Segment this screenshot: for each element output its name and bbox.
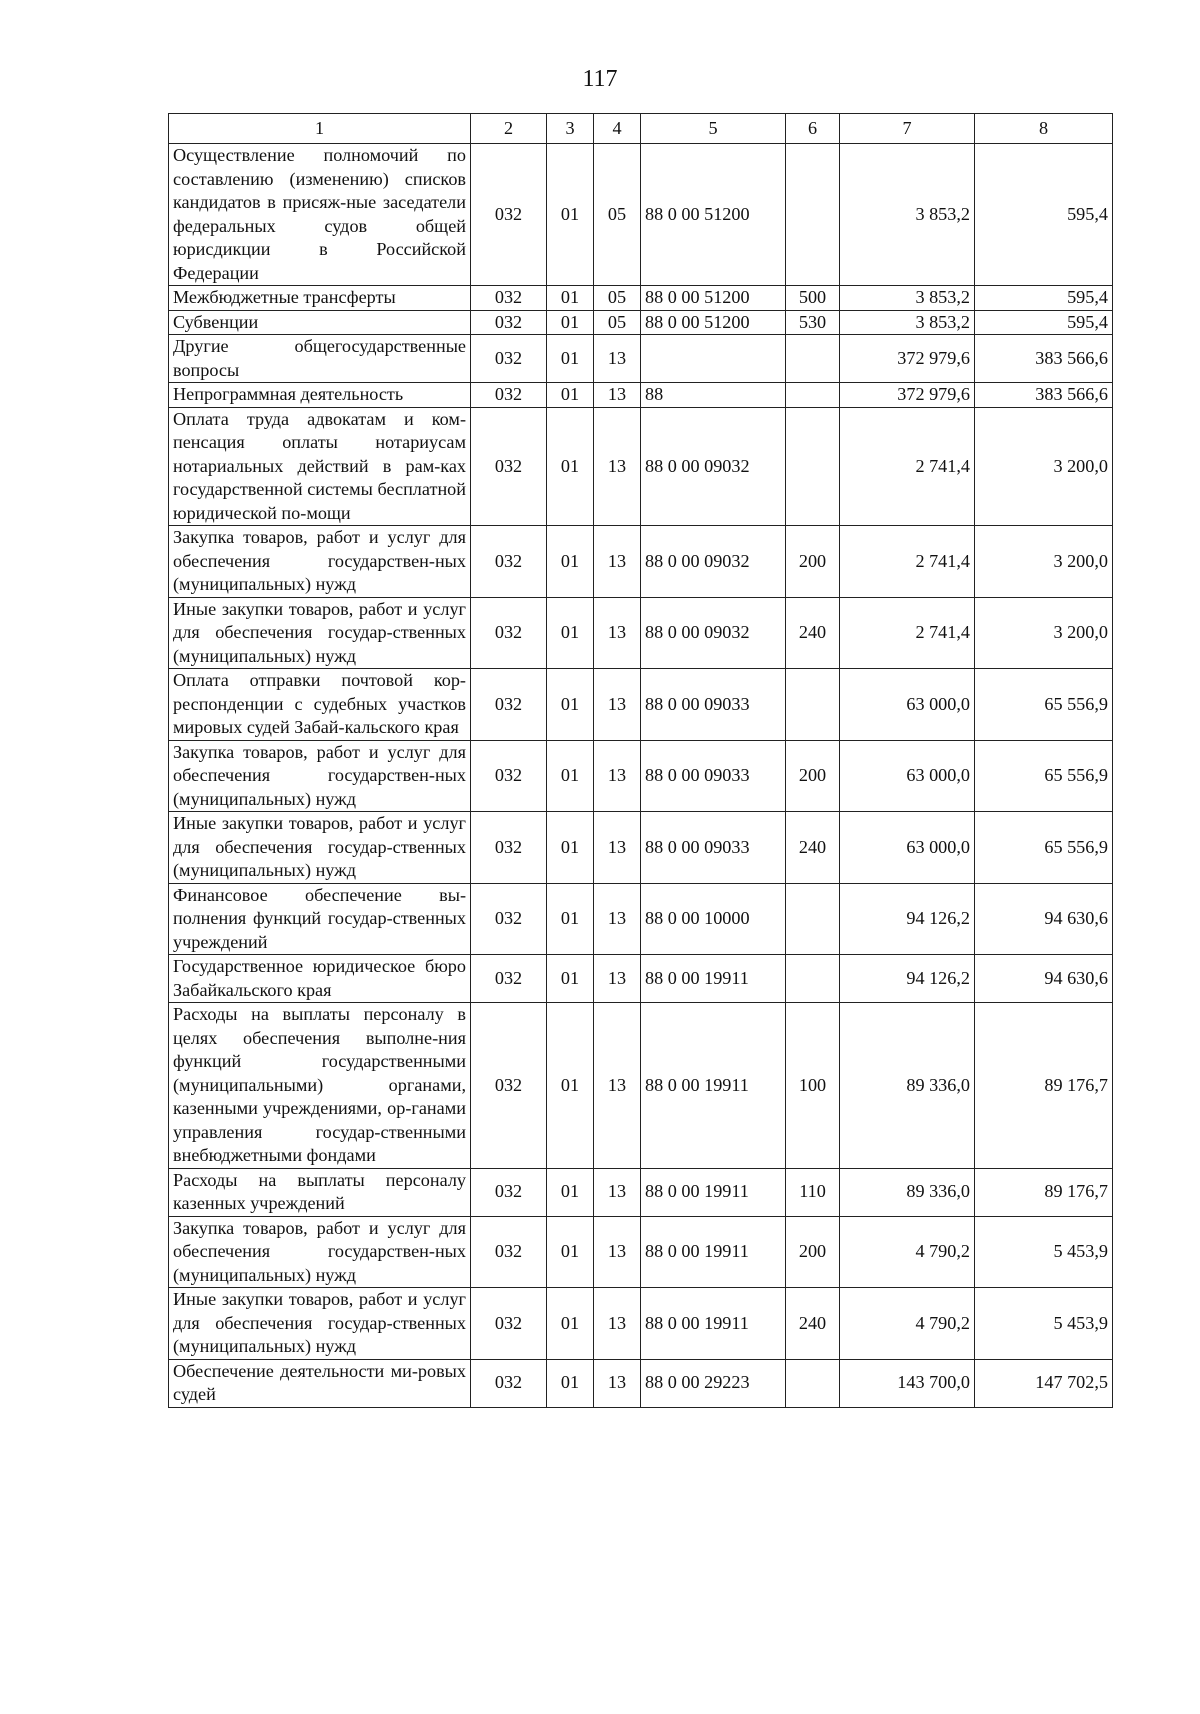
row-amount-year-2: 5 453,9 (975, 1288, 1113, 1360)
row-section-code: 01 (547, 144, 594, 286)
row-amount-year-2: 94 630,6 (975, 955, 1113, 1003)
row-expense-type-code (786, 383, 840, 408)
row-ministry-code: 032 (471, 955, 547, 1003)
row-amount-year-1: 3 853,2 (840, 144, 975, 286)
row-ministry-code: 032 (471, 1003, 547, 1169)
row-expense-type-code: 500 (786, 286, 840, 311)
row-section-code: 01 (547, 383, 594, 408)
row-section-code: 01 (547, 1168, 594, 1216)
row-ministry-code: 032 (471, 144, 547, 286)
table-row (169, 1359, 1113, 1407)
row-subsection-code: 13 (594, 526, 641, 598)
row-name: Иные закупки товаров, работ и услуг для обеспечения государ-ственных (муниципальных) нужд (169, 1288, 471, 1360)
column-header: 5 (641, 114, 786, 144)
row-name: Иные закупки товаров, работ и услуг для обеспечения государ-ственных (муниципальных) нужд (169, 597, 471, 669)
row-name: Оплата труда адвокатам и ком-пенсация оплаты нотариусам нотариальных действий в рам-ках государственной системы бесплатной юридической по-мощи (169, 407, 471, 526)
table-row (169, 1003, 1113, 1169)
row-target-article-code: 88 0 00 51200 (641, 286, 786, 311)
row-section-code: 01 (547, 883, 594, 955)
row-ministry-code: 032 (471, 883, 547, 955)
row-section-code: 01 (547, 597, 594, 669)
row-subsection-code: 13 (594, 1216, 641, 1288)
table-row (169, 335, 1113, 383)
row-amount-year-2: 5 453,9 (975, 1216, 1113, 1288)
table-row (169, 1168, 1113, 1216)
column-header: 1 (169, 114, 471, 144)
row-expense-type-code: 200 (786, 526, 840, 598)
row-target-article-code: 88 0 00 09032 (641, 526, 786, 598)
row-amount-year-1: 143 700,0 (840, 1359, 975, 1407)
table-row (169, 383, 1113, 408)
row-section-code: 01 (547, 1216, 594, 1288)
column-header: 4 (594, 114, 641, 144)
row-ministry-code: 032 (471, 740, 547, 812)
row-target-article-code: 88 0 00 09032 (641, 407, 786, 526)
row-ministry-code: 032 (471, 669, 547, 741)
row-section-code: 01 (547, 1359, 594, 1407)
column-header: 6 (786, 114, 840, 144)
table-header-row (169, 114, 1113, 144)
column-header: 3 (547, 114, 594, 144)
row-subsection-code: 13 (594, 597, 641, 669)
row-expense-type-code (786, 883, 840, 955)
row-target-article-code: 88 0 00 09033 (641, 812, 786, 884)
table-row (169, 286, 1113, 311)
row-subsection-code: 13 (594, 1003, 641, 1169)
row-amount-year-1: 63 000,0 (840, 812, 975, 884)
column-header: 8 (975, 114, 1113, 144)
row-amount-year-2: 65 556,9 (975, 669, 1113, 741)
row-subsection-code: 05 (594, 310, 641, 335)
row-expense-type-code (786, 144, 840, 286)
row-amount-year-1: 2 741,4 (840, 526, 975, 598)
row-amount-year-2: 3 200,0 (975, 407, 1113, 526)
row-name: Непрограммная деятельность (169, 383, 471, 408)
row-subsection-code: 13 (594, 883, 641, 955)
row-name: Обеспечение деятельности ми-ровых судей (169, 1359, 471, 1407)
row-name: Финансовое обеспечение вы-полнения функций государ-ственных учреждений (169, 883, 471, 955)
row-name: Оплата отправки почтовой кор-респонденции с судебных участков мировых судей Забай-кальского края (169, 669, 471, 741)
row-name: Закупка товаров, работ и услуг для обеспечения государствен-ных (муниципальных) нужд (169, 526, 471, 598)
row-expense-type-code: 240 (786, 1288, 840, 1360)
table-row (169, 1216, 1113, 1288)
row-target-article-code: 88 0 00 09033 (641, 740, 786, 812)
row-expense-type-code: 530 (786, 310, 840, 335)
row-ministry-code: 032 (471, 335, 547, 383)
row-amount-year-2: 65 556,9 (975, 812, 1113, 884)
row-amount-year-1: 94 126,2 (840, 955, 975, 1003)
row-section-code: 01 (547, 812, 594, 884)
row-subsection-code: 13 (594, 1288, 641, 1360)
table-row (169, 812, 1113, 884)
row-subsection-code: 13 (594, 335, 641, 383)
row-subsection-code: 13 (594, 812, 641, 884)
row-expense-type-code: 240 (786, 597, 840, 669)
row-subsection-code: 05 (594, 286, 641, 311)
row-amount-year-2: 94 630,6 (975, 883, 1113, 955)
row-target-article-code: 88 0 00 09032 (641, 597, 786, 669)
table-row (169, 669, 1113, 741)
row-amount-year-1: 3 853,2 (840, 286, 975, 311)
column-header: 2 (471, 114, 547, 144)
row-expense-type-code (786, 955, 840, 1003)
row-section-code: 01 (547, 955, 594, 1003)
row-subsection-code: 05 (594, 144, 641, 286)
table-row (169, 144, 1113, 286)
row-amount-year-1: 89 336,0 (840, 1003, 975, 1169)
row-section-code: 01 (547, 1288, 594, 1360)
table-row (169, 883, 1113, 955)
row-expense-type-code (786, 1359, 840, 1407)
row-target-article-code: 88 (641, 383, 786, 408)
row-name: Расходы на выплаты персоналу в целях обеспечения выполне-ния функций государственными (муниципальными) органами, казенными учреждениями, ор-ганами управления государ-ственными внебюджетными фондами (169, 1003, 471, 1169)
row-target-article-code: 88 0 00 51200 (641, 310, 786, 335)
page-number: 117 (582, 66, 618, 92)
row-section-code: 01 (547, 1003, 594, 1169)
row-amount-year-1: 4 790,2 (840, 1216, 975, 1288)
row-amount-year-2: 383 566,6 (975, 383, 1113, 408)
row-subsection-code: 13 (594, 407, 641, 526)
row-target-article-code (641, 335, 786, 383)
row-amount-year-1: 3 853,2 (840, 310, 975, 335)
row-amount-year-2: 89 176,7 (975, 1168, 1113, 1216)
row-section-code: 01 (547, 407, 594, 526)
row-ministry-code: 032 (471, 597, 547, 669)
row-amount-year-2: 595,4 (975, 144, 1113, 286)
row-target-article-code: 88 0 00 10000 (641, 883, 786, 955)
row-subsection-code: 13 (594, 955, 641, 1003)
row-section-code: 01 (547, 310, 594, 335)
row-amount-year-1: 372 979,6 (840, 335, 975, 383)
row-expense-type-code: 200 (786, 1216, 840, 1288)
row-amount-year-2: 3 200,0 (975, 526, 1113, 598)
row-target-article-code: 88 0 00 19911 (641, 1168, 786, 1216)
row-expense-type-code (786, 669, 840, 741)
row-ministry-code: 032 (471, 310, 547, 335)
row-ministry-code: 032 (471, 526, 547, 598)
row-expense-type-code (786, 407, 840, 526)
row-target-article-code: 88 0 00 19911 (641, 1216, 786, 1288)
row-section-code: 01 (547, 669, 594, 741)
table-row (169, 955, 1113, 1003)
row-target-article-code: 88 0 00 19911 (641, 1288, 786, 1360)
row-subsection-code: 13 (594, 383, 641, 408)
row-expense-type-code: 100 (786, 1003, 840, 1169)
row-section-code: 01 (547, 286, 594, 311)
row-name: Другие общегосударственные вопросы (169, 335, 471, 383)
row-amount-year-2: 595,4 (975, 310, 1113, 335)
row-amount-year-2: 595,4 (975, 286, 1113, 311)
row-name: Государственное юридическое бюро Забайкальского края (169, 955, 471, 1003)
row-target-article-code: 88 0 00 19911 (641, 1003, 786, 1169)
table-row (169, 407, 1113, 526)
row-expense-type-code: 200 (786, 740, 840, 812)
row-ministry-code: 032 (471, 407, 547, 526)
row-expense-type-code: 110 (786, 1168, 840, 1216)
row-target-article-code: 88 0 00 09033 (641, 669, 786, 741)
budget-table (168, 113, 1113, 1408)
row-amount-year-1: 63 000,0 (840, 740, 975, 812)
row-expense-type-code: 240 (786, 812, 840, 884)
row-name: Иные закупки товаров, работ и услуг для обеспечения государ-ственных (муниципальных) нужд (169, 812, 471, 884)
table-body (169, 144, 1113, 1408)
row-amount-year-1: 2 741,4 (840, 597, 975, 669)
row-ministry-code: 032 (471, 1359, 547, 1407)
row-name: Осуществление полномочий по составлению (изменению) списков кандидатов в присяж-ные заседатели федеральных судов общей юрисдикции в Российской Федерации (169, 144, 471, 286)
row-amount-year-1: 94 126,2 (840, 883, 975, 955)
row-amount-year-1: 372 979,6 (840, 383, 975, 408)
row-subsection-code: 13 (594, 740, 641, 812)
row-amount-year-2: 65 556,9 (975, 740, 1113, 812)
row-amount-year-2: 147 702,5 (975, 1359, 1113, 1407)
row-amount-year-2: 89 176,7 (975, 1003, 1113, 1169)
row-ministry-code: 032 (471, 383, 547, 408)
row-ministry-code: 032 (471, 286, 547, 311)
row-name: Субвенции (169, 310, 471, 335)
row-target-article-code: 88 0 00 29223 (641, 1359, 786, 1407)
row-ministry-code: 032 (471, 1288, 547, 1360)
row-target-article-code: 88 0 00 51200 (641, 144, 786, 286)
table-row (169, 1288, 1113, 1360)
row-amount-year-2: 3 200,0 (975, 597, 1113, 669)
row-subsection-code: 13 (594, 669, 641, 741)
row-amount-year-1: 2 741,4 (840, 407, 975, 526)
column-header: 7 (840, 114, 975, 144)
row-amount-year-1: 89 336,0 (840, 1168, 975, 1216)
row-subsection-code: 13 (594, 1359, 641, 1407)
row-name: Межбюджетные трансферты (169, 286, 471, 311)
table-row (169, 597, 1113, 669)
row-expense-type-code (786, 335, 840, 383)
row-ministry-code: 032 (471, 1168, 547, 1216)
row-amount-year-2: 383 566,6 (975, 335, 1113, 383)
row-subsection-code: 13 (594, 1168, 641, 1216)
row-name: Расходы на выплаты персоналу казенных учреждений (169, 1168, 471, 1216)
row-amount-year-1: 63 000,0 (840, 669, 975, 741)
row-name: Закупка товаров, работ и услуг для обеспечения государствен-ных (муниципальных) нужд (169, 1216, 471, 1288)
row-section-code: 01 (547, 335, 594, 383)
row-ministry-code: 032 (471, 812, 547, 884)
row-section-code: 01 (547, 526, 594, 598)
table-row (169, 526, 1113, 598)
row-section-code: 01 (547, 740, 594, 812)
table-row (169, 740, 1113, 812)
table-row (169, 310, 1113, 335)
row-name: Закупка товаров, работ и услуг для обеспечения государствен-ных (муниципальных) нужд (169, 740, 471, 812)
row-target-article-code: 88 0 00 19911 (641, 955, 786, 1003)
row-ministry-code: 032 (471, 1216, 547, 1288)
row-amount-year-1: 4 790,2 (840, 1288, 975, 1360)
